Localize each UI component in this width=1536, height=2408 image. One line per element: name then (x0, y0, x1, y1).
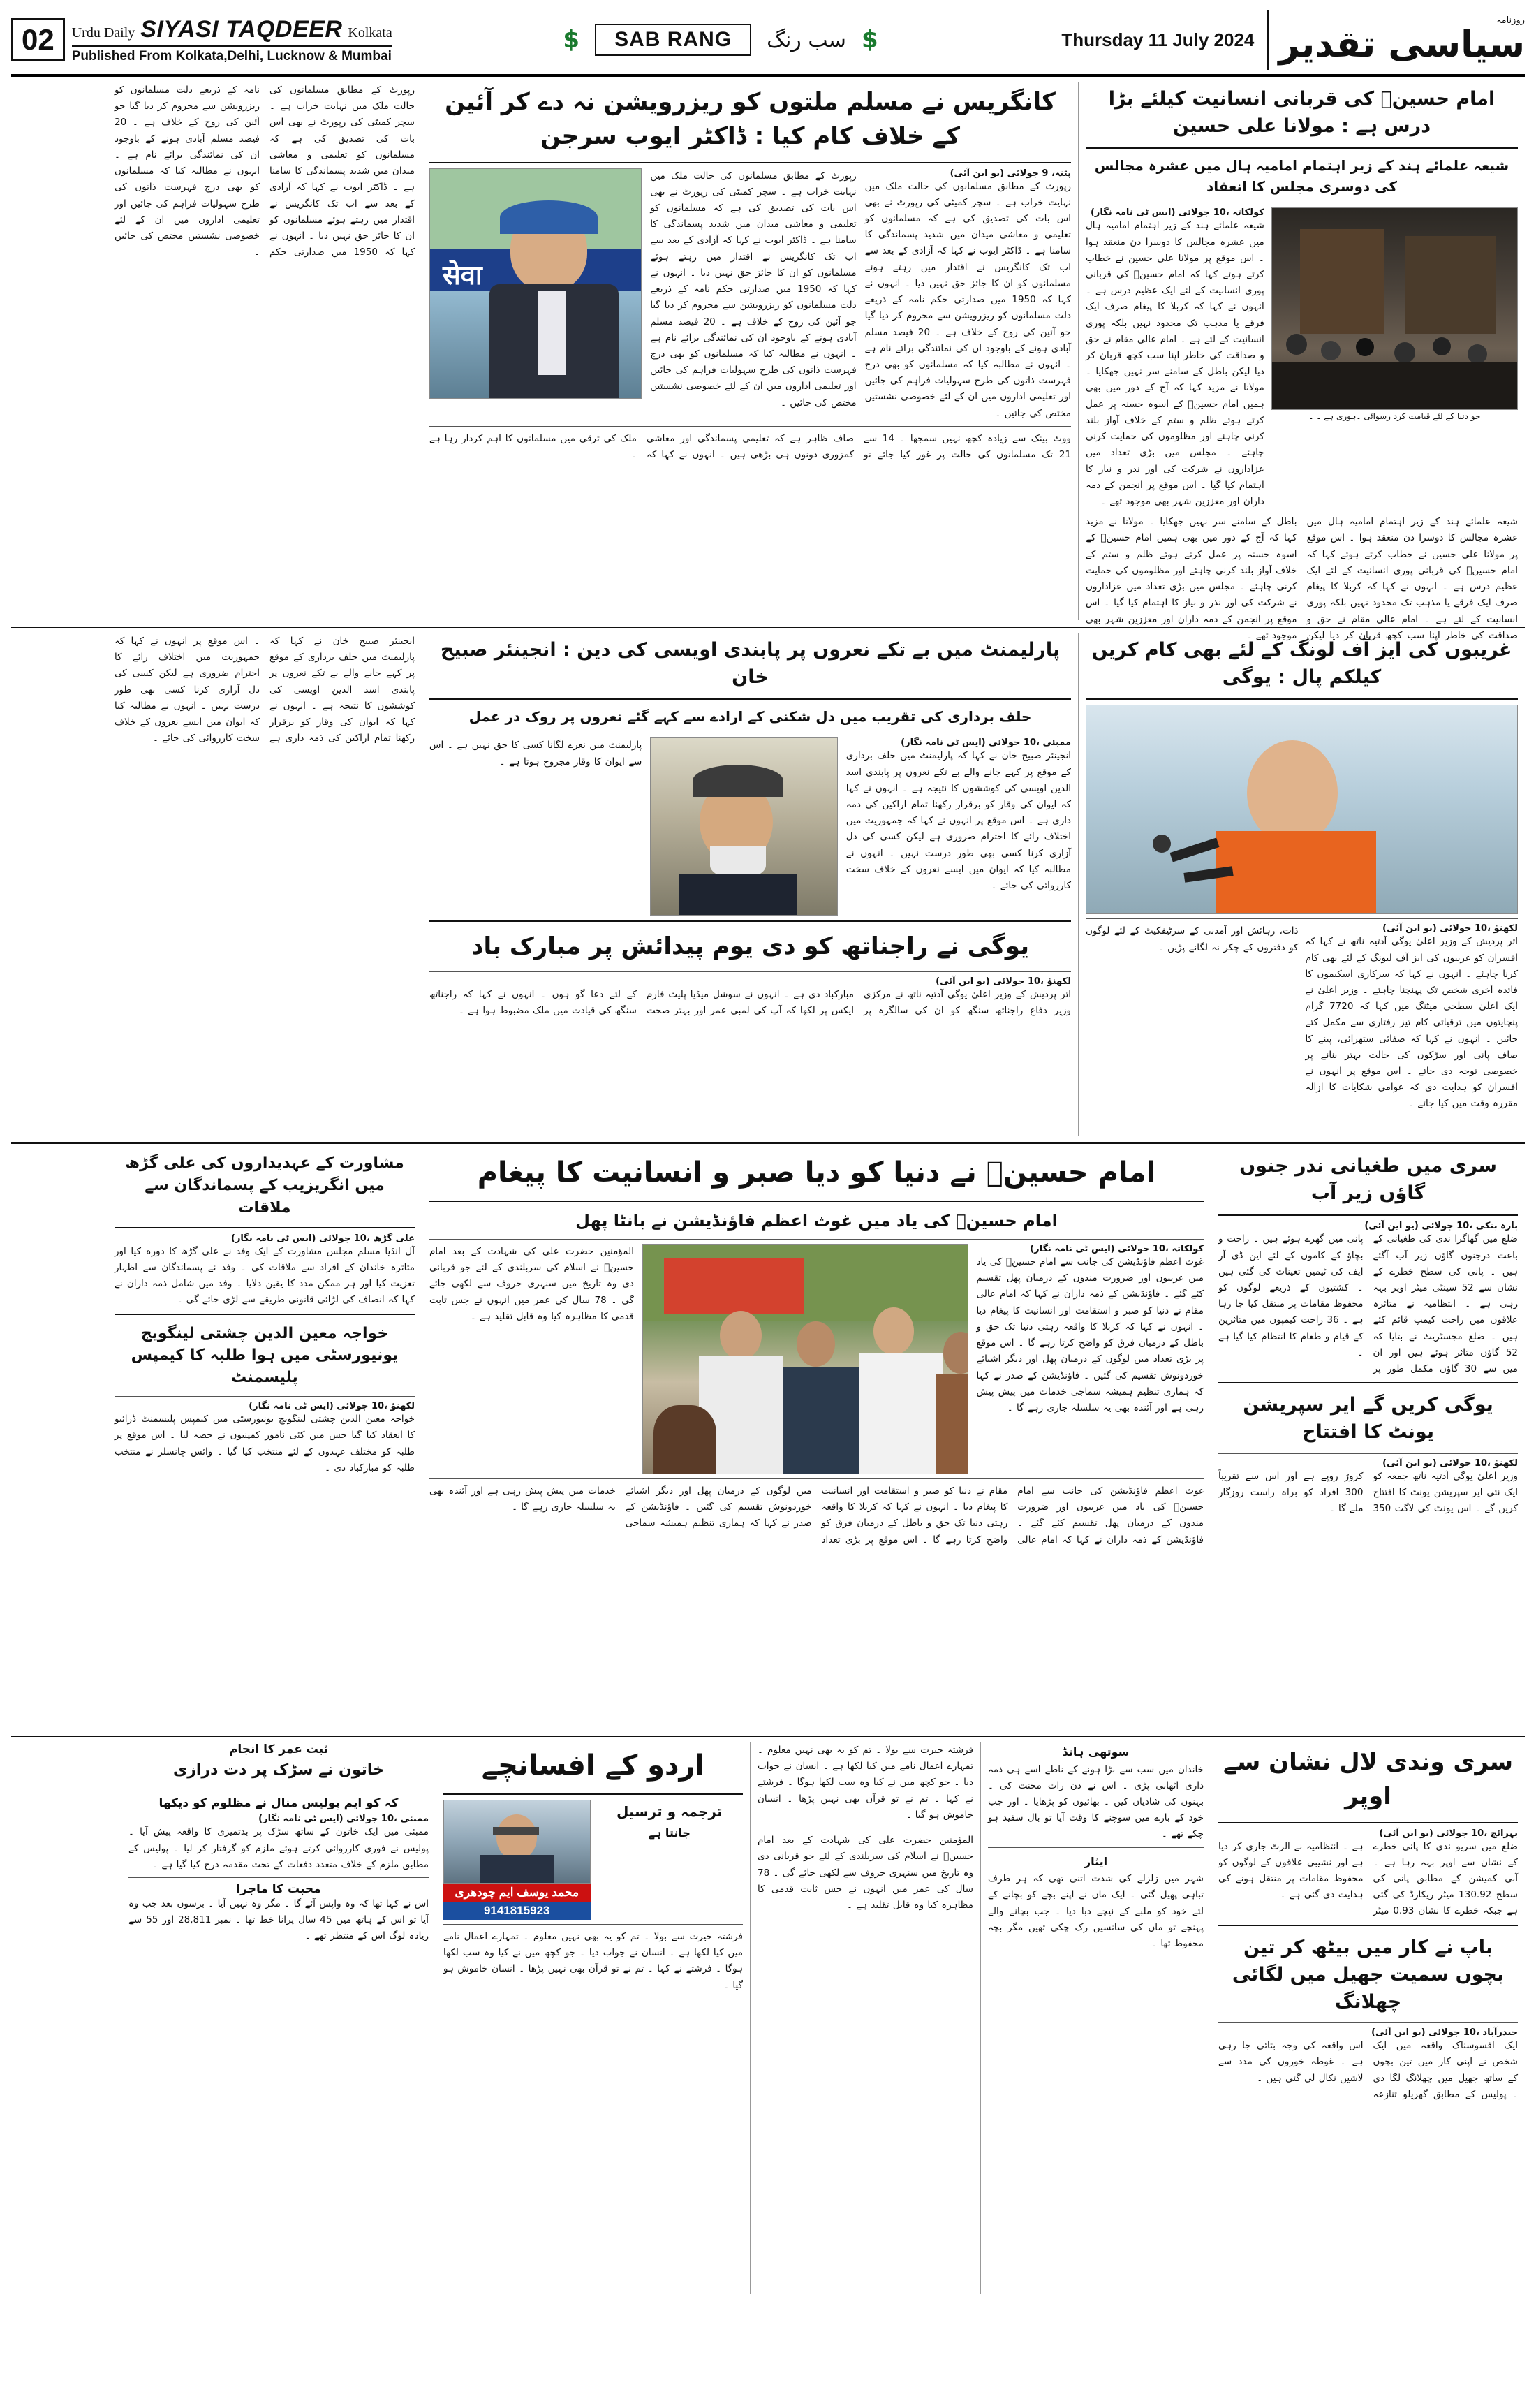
body-flood: ضلع میں گھاگرا ندی کی طغیانی کے باعث درجنوں گاؤں زیر آب آگئے ہیں ۔ پانی کی سطح خطرے کے نشان سے 52 سینٹی میٹر اوپر بہہ رہی ہے ۔ انتظامیہ نے متاثرہ علاقوں میں راحت کیمپ قائم کئے ہیں ۔ ضلع مجسٹریٹ نے بتایا کہ 52 گاؤں متاثر ہوئے ہیں اور ان میں سے 30 گاؤں مکمل طور پر پانی میں گھرے ہوئے ہیں ۔ راحت و بچاؤ کے کاموں کے لئے این ڈی آر ایف کی ٹیمیں تعینات کی گئی ہیں ۔ کشتیوں کے ذریعے لوگوں کو محفوظ مقامات پر منتقل کیا جا رہا ہے ۔ 36 راحت کیمپوں میں متاثرین کے قیام و طعام کا انتظام کیا گیا ہے ۔ (1218, 1233, 1518, 1375)
dollar-icon-2: $ (861, 26, 878, 54)
dateline-university-placement: لکھنؤ ،10 جولائی (ایس ٹی نامہ نگار) (249, 1401, 415, 1412)
third-band (11, 1150, 1525, 1729)
dollar-icon: $ (563, 26, 580, 54)
body-imam-hussain-bottom: غوث اعظم فاؤنڈیشن کی جانب سے امام حسینؓ کی یاد میں غریبوں اور ضرورت مندوں کے درمیان پھل تقسیم کئے گئے ۔ فاؤنڈیشن کے ذمہ داران نے کہا کہ امام عالی مقام نے دنیا کو صبر و استقامت اور انسانیت کا پیغام دیا ۔ انہوں نے کہا کہ کربلا کا واقعہ رہتی دنیا تک حق و باطل کے درمیان فرق کو واضح کرتا رہے گا ۔ اس موقع پر بڑی تعداد میں لوگوں کے درمیان پھل اور دیگر اشیائے خوردونوش تقسیم کی گئیں ۔ فاؤنڈیشن کے صدر نے کہا کہ ہماری تنظیم ہمیشہ سماجی خدمات میں پیش پیش رہی ہے اور آئندہ بھی یہ سلسلہ جاری رہے گا ۔ (429, 1485, 1204, 1546)
headline-mushawarat: مشاورت کے عہدیداروں کی علی گڑھ میں انگریزیب کے پسماندگان سے ملاقات (125, 1154, 404, 1217)
headline-yogi-living: غریبوں کی ایز آف لونگ کے لئے بھی کام کریں کیلکم پال : یوگی (1091, 639, 1512, 689)
body-yogi-living-2: ذات، رہائش اور آمدنی کے سرٹیفکیٹ کے لئے لوگوں کو دفتروں کے چکر نہ لگانے پڑیں ۔ (1086, 925, 1299, 953)
body-congress-sidebar: رپورٹ کے مطابق مسلمانوں کی حالت ملک میں نہایت خراب ہے ۔ سچر کمیٹی کی رپورٹ نے بھی اس بات کی تصدیق کی ہے کہ مسلمانوں کو تعلیمی و معاشی میدان میں شدید پسماندگی کا سامنا ہے ۔ ڈاکٹر ایوب نے کہا کہ آزادی کے بعد سے اب تک کانگریس نے اقتدار میں رہتے ہوئے مسلمانوں کو ان کا جائز حق نہیں دیا ۔ انہوں نے کہا کہ 1950 میں صدارتی حکم نامہ کے ذریعے دلت مسلمانوں کو ریزرویشن سے محروم کر دیا گیا جو آئین کی روح کے خلاف ہے ۔ 20 فیصد مسلم آبادی ہونے کے باوجود ان کی نمائندگی برائے نام ہے ۔ انہوں نے مطالبہ کیا کہ مسلمانوں کو بھی درج فہرست ذاتوں کی طرح سہولیات فراہم کی جائیں اور تعلیمی اداروں میں ان کے لئے خصوصی نشستیں مختص کی جائیں ۔ (115, 85, 415, 258)
dateline-saryu: بہرائچ ،10 جولائی (یو این آئی) (1379, 1828, 1518, 1839)
afsanche-item-3-text: خاندان میں سب سے بڑا ہونے کے ناطے اسے ہی ذمہ داری اٹھانی پڑی ۔ اس نے دن رات محنت کی ۔ بہنوں کی شادیاں کیں ۔ بھائیوں کو پڑھایا ۔ اور جب خود کے بارے میں سوچنے کا وقت آیا تو بال سفید ہو چکے تھے ۔ (988, 1763, 1204, 1840)
article-khatoon (121, 1742, 436, 2294)
headline-majlis: امام حسینؓ کی قربانی انسانیت کیلئے بڑا درس ہے : مولانا علی حسین (1108, 88, 1496, 138)
logo-kicker: روزنامہ (1496, 15, 1525, 27)
body-afsanche-intro: فرشتہ حیرت سے بولا ۔ تم کو یہ بھی نہیں معلوم ۔ تمہارے اعمال نامے میں کیا لکھا ہے ۔ انسان نے جواب دیا ۔ جو کچھ میں نے کیا وہ سب لکھا ہوگا ۔ فرشتے نے کہا ۔ تم نے تو قرآن بھی نہیں پڑھا ۔ انسان خاموش ہو گیا ۔ (443, 1931, 743, 1991)
second-band (11, 633, 1525, 1136)
headline-university-placement: خواجہ معین الدین چشتی لینگویج یونیورسٹی میں ہوا طلبہ کا کیمپس پلیسمنٹ (131, 1324, 399, 1387)
khatoon-sub2: محبت کا ماجرا (236, 1882, 321, 1897)
body-lake-tragedy: ایک افسوسناک واقعہ میں ایک شخص نے اپنی کار میں تین بچوں کے ساتھ جھیل میں چھلانگ لگا دی ۔ پولیس کے مطابق گھریلو تنازعہ اس واقعہ کی وجہ بتائی جا رہی ہے ۔ غوطہ خوروں کی مدد سے لاشیں نکال لی گئی ہیں ۔ (1218, 2040, 1518, 2100)
body-mushawarat: آل انڈیا مسلم مجلس مشاورت کے ایک وفد نے علی گڑھ کا دورہ کیا اور متاثرہ خاندان کے افراد سے ملاقات کی ۔ وفد نے پسماندگان سے اظہار تعزیت کیا اور ہر ممکن مدد کا یقین دلایا ۔ وفد میں شامل ذمہ داران نے کہا کہ انصاف کی لڑائی قانونی طریقے سے لڑی جائے گی ۔ (115, 1245, 415, 1306)
masthead-logo (1267, 10, 1525, 70)
dateline-majlis: کولکاتہ ،10 جولائی (ایس ٹی نامہ نگار) (1090, 207, 1264, 219)
dateline-mushawarat: علی گڑھ ،10 جولائی (ایس ٹی نامہ نگار) (231, 1233, 415, 1244)
headline-khatoon: خاتون نے سڑک پر دت درازی (173, 1761, 384, 1779)
subhead-khatoon: کہ کو ایم پولیس منال نے مظلوم کو دیکھا (158, 1796, 399, 1810)
khatoon-kicker: ثبت عمر کا انجام (228, 1742, 329, 1756)
dateline-flood: بارہ بنکی ،10 جولائی (یو این آئی) (1364, 1221, 1518, 1232)
body-congress-col1: رپورٹ کے مطابق مسلمانوں کی حالت ملک میں نہایت خراب ہے ۔ سچر کمیٹی کی رپورٹ نے بھی اس بات کی تصدیق کی ہے کہ مسلمانوں کو تعلیمی و معاشی میدان میں شدید پسماندگی کا سامنا ہے ۔ ڈاکٹر ایوب نے کہا کہ آزادی کے بعد سے اب تک کانگریس نے اقتدار میں رہتے ہوئے مسلمانوں کو ان کا جائز حق نہیں دیا ۔ انہوں نے کہا کہ 1950 میں صدارتی حکم نامہ کے ذریعے دلت مسلمانوں کو ریزرویشن سے محروم کر دیا گیا جو آئین کی روح کے خلاف ہے ۔ 20 فیصد مسلم آبادی ہونے کے باوجود ان کی نمائندگی برائے نام ہے ۔ انہوں نے مطالبہ کیا کہ مسلمانوں کو بھی درج فہرست ذاتوں کی طرح سہولیات فراہم کی جائیں اور تعلیمی اداروں میں ان کے لئے خصوصی نشستیں مختص کی جائیں ۔ (864, 180, 1071, 419)
body-imam-hussain-2: المؤمنین حضرت علی کی شہادت کے بعد امام حسینؓ نے اسلام کی سربلندی کے لئے جو قربانی دی وہ تاریخ میں سنہری حروف سے لکھی جائے گی ۔ 78 سال کی عمر میں انہوں نے جس ثابت قدمی کا مظاہرہ کیا وہ قابل تقلید ہے ۔ (429, 1246, 634, 1322)
article-saryu-river (1211, 1742, 1525, 2294)
doctor-ayub-surgeon-photo: सेवा (429, 168, 642, 399)
issue-date: Thursday 11 July 2024 (1061, 29, 1255, 50)
article-urdu-afsanche (436, 1742, 750, 2294)
author-name-badge: محمد یوسف ایم چودھری (443, 1884, 591, 1902)
majlis-gathering-photo (1271, 207, 1518, 410)
body-congress-bottom: ووٹ بینک سے زیادہ کچھ نہیں سمجھا ۔ 14 سے 21 تک مسلمانوں کی حالت پر غور کیا جائے تو صاف ظاہر ہے کہ تعلیمی پسماندگی اور معاشی کمزوری دونوں ہی بڑھی ہیں ۔ انہوں نے کہا کہ ملک کی ترقی میں مسلمانوں کا اہم کردار رہا ہے ۔ (429, 432, 1071, 461)
masthead-city: Kolkata (348, 24, 392, 41)
afsanche-item-3-title: سوتھی ہانڈ (1062, 1745, 1130, 1759)
author-portrait-photo (443, 1800, 591, 1884)
subhead-imam-hussain: امام حسینؓ کی یاد میں غوث اعظم فاؤنڈیشن نے بانٹا پھل (575, 1211, 1058, 1231)
headline-parliament: پارلیمنٹ میں بے تکے نعروں پر پابندی اویسی کی دین : انجینئر صبیح خان (440, 639, 1061, 689)
page-number: 02 (11, 18, 65, 61)
body-congress-col2: رپورٹ کے مطابق مسلمانوں کی حالت ملک میں نہایت خراب ہے ۔ سچر کمیٹی کی رپورٹ نے بھی اس بات کی تصدیق کی ہے کہ مسلمانوں کو تعلیمی و معاشی میدان میں شدید پسماندگی کا سامنا ہے ۔ ڈاکٹر ایوب نے کہا کہ آزادی کے بعد سے اب تک کانگریس نے اقتدار میں رہتے ہوئے مسلمانوں کو ان کا جائز حق نہیں دیا ۔ انہوں نے کہا کہ 1950 میں صدارتی حکم نامہ کے ذریعے دلت مسلمانوں کو ریزرویشن سے محروم کر دیا گیا جو آئین کی روح کے خلاف ہے ۔ 20 فیصد مسلم آبادی ہونے کے باوجود ان کی نمائندگی برائے نام ہے ۔ انہوں نے مطالبہ کیا کہ مسلمانوں کو بھی درج فہرست ذاتوں کی طرح سہولیات فراہم کی جائیں اور تعلیمی اداروں میں ان کے لئے خصوصی نشستیں مختص کی جائیں ۔ (650, 170, 857, 409)
article-mushawarat (108, 1150, 422, 1729)
article-flood-villages (1211, 1150, 1525, 1729)
dateline-yogi-living: لکھنؤ ،10 جولائی (یو این آئی) (1382, 923, 1518, 934)
body-imam-hussain-1: غوث اعظم فاؤنڈیشن کی جانب سے امام حسینؓ کی یاد میں غریبوں اور ضرورت مندوں کے درمیان پھل تقسیم کئے گئے ۔ فاؤنڈیشن کے ذمہ داران نے کہا کہ امام عالی مقام نے دنیا کو صبر و استقامت اور انسانیت کا پیغام دیا ۔ انہوں نے کہا کہ کربلا کا واقعہ رہتی دنیا تک حق و باطل کے درمیان فرق کو واضح کرتا رہے گا ۔ اس موقع پر بڑی تعداد میں لوگوں کے درمیان پھل اور دیگر اشیائے خوردونوش تقسیم کی گئیں ۔ فاؤنڈیشن کے صدر نے کہا کہ ہماری تنظیم ہمیشہ سماجی خدمات میں پیش پیش رہی ہے اور آئندہ بھی یہ سلسلہ جاری رہے گا ۔ (976, 1256, 1204, 1414)
dateline-khatoon: ممبئی ،10 جولائی (ایس ٹی نامہ نگار) (258, 1814, 429, 1825)
body-majlis-cont: شیعہ علمائے ہند کے زیر اہتمام امامیہ ہال میں عشرہ مجالس کا دوسرا دن منعقد ہوا ۔ اس موقع پر مولانا علی حسین نے خطاب کرتے ہوئے کہا کہ امام حسینؓ کی قربانی پوری انسانیت کے لئے ایک عظیم درس ہے ۔ انہوں نے کہا کہ کربلا کا پیغام صرف ایک فرقے یا مذہب تک محدود نہیں بلکہ پوری انسانیت کے لئے ہے ۔ امام عالی مقام نے حق و صداقت کی خاطر اپنا سب کچھ قربان کر دیا لیکن باطل کے سامنے سر نہیں جھکایا ۔ مولانا نے مزید کہا کہ آج کے دور میں بھی ہمیں امام حسینؓ کے اسوہ حسنہ پر عمل کرتے ہوئے ظلم و ستم کے خلاف آواز بلند کرنی چاہئے اور مظلوموں کی حمایت کرنی چاہئے ۔ مجلس میں بڑی تعداد میں عزاداروں نے شرکت کی اور نذر و نیاز کا اہتمام کیا گیا ۔ اس موقع پر انجمن کے ذمہ داران اور معززین شہر بھی موجود تھے ۔ (1086, 516, 1518, 641)
masthead-center (392, 10, 1049, 70)
author-phone-badge: 9141815923 (443, 1902, 591, 1920)
top-band (11, 82, 1525, 641)
headline-flood: سری میں طغیانی ندر جنوں گاؤں زیر آب (1239, 1155, 1497, 1205)
dateline-yogi-birthday: لکھنؤ ،10 جولائی (یو این آئی) (936, 976, 1071, 987)
yogi-adityanath-photo (1086, 705, 1518, 914)
body-parliament-1: انجینئر صبیح خان نے کہا کہ پارلیمنٹ میں حلف برداری کے موقع پر کہے جانے والے بے تکے نعروں پر پابندی اسد الدین اویسی کی کوششوں کا نتیجہ ہے ۔ انہوں نے کہا کہ ایوان کی وقار کو برقرار رکھنا تمام اراکین کی ذمہ داری ہے ۔ اس موقع پر انہوں نے کہا کہ جمہوریت میں اختلاف رائے کا احترام ضروری ہے لیکن کسی کی دل آزاری کرنا کسی بھی طور درست نہیں ۔ انہوں نے مطالبہ کیا کہ ایوان میں ایسے نعروں کے خلاف سخت کارروائی کی جائے ۔ (845, 750, 1071, 892)
headline-yogi-birthday: یوگی نے راجناتھ کو دی یوم پیدائش پر مبارک باد (471, 932, 1029, 961)
article-parliament-sidebar (108, 633, 422, 1136)
urdu-daily-label: Urdu Daily (71, 24, 135, 41)
dateline-congress: پٹنہ، 9 جولائی (یو این آئی) (950, 168, 1071, 179)
subhead-parliament: حلف برداری کی تقریب میں دل شکنی کے ارادے سے کہے گئے نعروں پر روک در عمل (468, 708, 1032, 726)
body-parliament-2: پارلیمنٹ میں نعرے لگانا کسی کا حق نہیں ہے ۔ اس سے ایوان کا وقار مجروح ہوتا ہے ۔ (429, 740, 642, 768)
subhead-majlis: شیعہ علمائے ہند کے زیر اہتمام امامیہ ہال میں عشرہ مجالس کی دوسری مجلس کا انعقاد (1094, 157, 1509, 196)
dateline-yogi-unit: لکھنؤ ،10 جولائی (یو این آئی) (1382, 1458, 1518, 1469)
headline-saryu: سری وندی لال نشان سے اوپر (1223, 1748, 1514, 1811)
article-parliament-slogans (422, 633, 1078, 1136)
afsanche-extra-text: المؤمنین حضرت علی کی شہادت کے بعد امام حسینؓ نے اسلام کی سربلندی کے لئے جو قربانی دی وہ تاریخ میں سنہری حروف سے لکھی جائے گی ۔ 78 سال کی عمر میں انہوں نے جس ثابت قدمی کا مظاہرہ کیا وہ قابل تقلید ہے ۔ (758, 1835, 973, 1911)
majlis-photo-caption: جو دنیا کے لئے قیامت کرد رسوائی ۔ہوری ہے ۔ ۔ (1308, 411, 1481, 422)
masthead (11, 10, 1525, 77)
engineer-sabih-khan-photo (650, 737, 838, 916)
body-university-placement: خواجہ معین الدین چشتی لینگویج یونیورسٹی میں کیمپس پلیسمنٹ ڈرائیو کا انعقاد کیا گیا جس میں کئی نامور کمپنیوں نے حصہ لیا ۔ اس موقع پر طلبہ کو مختلف عہدوں کے لئے منتخب کیا گیا ۔ وائس چانسلر نے منتخب طلبہ کو مبارکباد دی ۔ (115, 1414, 415, 1474)
body-yogi-birthday: اتر پردیش کے وزیر اعلیٰ یوگی آدتیہ ناتھ نے مرکزی وزیر دفاع راجناتھ سنگھ کو ان کی سالگرہ پر مبارکباد دی ہے ۔ انہوں نے سوشل میڈیا پلیٹ فارم ایکس پر لکھا کہ آپ کی لمبی عمر اور بہتر صحت کے لئے دعا گو ہوں ۔ انہوں نے کہا کہ راجناتھ سنگھ کی قیادت میں ملک مضبوط ہوا ہے ۔ (429, 988, 1071, 1016)
headline-imam-hussain: امام حسینؓ نے دنیا کو دیا صبر و انسانیت کا پیغام (477, 1157, 1156, 1189)
brand-name: SIYASI TAQDEER (140, 15, 343, 43)
afsanche-item-2-title: ایثار (1084, 1854, 1108, 1868)
afsanche-item-1-text: فرشتہ حیرت سے بولا ۔ تم کو یہ بھی نہیں معلوم ۔ تمہارے اعمال نامے میں کیا لکھا ہے ۔ انسان نے جواب دیا ۔ جو کچھ میں نے کیا وہ سب لکھا ہوگا ۔ فرشتے نے کہا ۔ تم نے تو قرآن بھی نہیں پڑھا ۔ انسان خاموش ہو گیا ۔ (758, 1745, 973, 1821)
body-parliament-sidebar: انجینئر صبیح خان نے کہا کہ پارلیمنٹ میں حلف برداری کے موقع پر کہے جانے والے بے تکے نعروں پر پابندی اسد الدین اویسی کی کوششوں کا نتیجہ ہے ۔ انہوں نے کہا کہ ایوان کی وقار کو برقرار رکھنا تمام اراکین کی ذمہ داری ہے ۔ اس موقع پر انہوں نے کہا کہ جمہوریت میں اختلاف رائے کا احترام ضروری ہے لیکن کسی کی دل آزاری کرنا کسی بھی طور درست نہیں ۔ انہوں نے مطالبہ کیا کہ ایوان میں ایسے نعروں کے خلاف سخت کارروائی کی جائے ۔ (115, 636, 415, 744)
article-congress-sidebar (108, 82, 422, 620)
sabrang-badge-en: SAB RANG (595, 24, 751, 56)
article-congress-reservation (422, 82, 1078, 620)
afsanche-item-2-text: شہر میں زلزلے کی شدت اتنی تھی کہ ہر طرف تباہی پھیل گئی ۔ ایک ماں نے اپنے بچے کو بچانے کے لئے خود کو ملبے کے نیچے دبا دیا ۔ جب بچانے والے پہنچے تو ماں کی سانسیں رک چکی تھیں مگر بچہ محفوظ تھا ۔ (988, 1873, 1204, 1949)
headline-yogi-unit: یوگی کریں گے ایر سپریشن یونٹ کا افتتاح (1243, 1394, 1493, 1444)
published-from: Published From Kolkata,Delhi, Lucknow & Mumbai (72, 45, 392, 64)
article-majlis (1078, 82, 1525, 641)
logo-urdu-title: سیاسی تقدیر (1278, 24, 1525, 66)
body-yogi-unit: وزیر اعلیٰ یوگی آدتیہ ناتھ جمعہ کو ایک نئی ایر سپریشن یونٹ کا افتتاح کریں گے ۔ اس یونٹ کی لاگت 350 کروڑ روپے ہے اور اس سے تقریباً 300 افراد کو براہ راست روزگار ملے گا ۔ (1218, 1470, 1518, 1514)
dateline-imam-hussain: کولکاتہ ،10 جولائی (ایس ٹی نامہ نگار) (1030, 1244, 1204, 1254)
article-yogi-ease-of-living (1078, 633, 1525, 1136)
masthead-left (72, 10, 392, 70)
afsanche-item-1-title: جانتا ہے (648, 1826, 691, 1840)
afsanche-author-line: ترجمہ و ترسیل (616, 1803, 723, 1820)
headline-congress: کانگریس نے مسلم ملتوں کو ریزرویشن نہ دے کر آئین کے خلاف کام کیا : ڈاکٹر ایوب سرجن (445, 88, 1056, 151)
dateline-parliament: ممبئی ،10 جولائی (ایس ٹی نامہ نگار) (901, 737, 1071, 749)
body-khatoon-2: اس نے کہا تھا کہ وہ واپس آئے گا ۔ مگر وہ نہیں آیا ۔ برسوں بعد جب وہ آیا تو اس کے ہاتھ میں 45 سال پرانا خط تھا ۔ نمبر 28,811 اور 55 سے زیادہ لوگ اس کے منتظر تھے ۔ (128, 1898, 429, 1942)
dateline-lake-tragedy: حیدرآباد ،10 جولائی (یو این آئی) (1371, 2027, 1518, 2039)
body-saryu: ضلع میں سریو ندی کا پانی خطرے کے نشان سے اوپر بہہ رہا ہے ۔ آبی کمیشن کے مطابق پانی کی سطح 130.92 میٹر ریکارڈ کی گئی ہے جبکہ خطرے کا نشان 0.93 میٹر ہے ۔ انتظامیہ نے الرٹ جاری کر دیا ہے اور نشیبی علاقوں کے لوگوں کو محفوظ مقامات پر منتقل ہونے کی ہدایت دی گئی ہے ۔ (1218, 1840, 1518, 1917)
bottom-band (11, 1742, 1525, 2294)
afsanche-col-2 (750, 1742, 980, 2294)
sabrang-badge-ur: سب رنگ (767, 27, 846, 52)
fruit-distribution-photo (642, 1244, 968, 1474)
headline-lake-tragedy: باپ نے کار میں بیٹھ کر تین بچوں سمیت جھیل میں لگائی چھلانگ (1232, 1936, 1505, 2013)
afsanche-col-3 (980, 1742, 1211, 2294)
body-majlis-lead: شیعہ علمائے ہند کے زیر اہتمام امامیہ ہال میں عشرہ مجالس کا دوسرا دن منعقد ہوا ۔ اس موقع پر مولانا علی حسین نے خطاب کرتے ہوئے کہا کہ امام حسینؓ کی قربانی پوری انسانیت کے لئے ایک عظیم درس ہے ۔ انہوں نے کہا کہ کربلا کا پیغام صرف ایک فرقے یا مذہب تک محدود نہیں بلکہ پوری انسانیت کے لئے ہے ۔ امام عالی مقام نے حق و صداقت کی خاطر اپنا سب کچھ قربان کر دیا لیکن باطل کے سامنے سر نہیں جھکایا ۔ مولانا نے مزید کہا کہ آج کے دور میں بھی ہمیں امام حسینؓ کے اسوہ حسنہ پر عمل کرتے ہوئے ظلم و ستم کے خلاف آواز بلند کرنی چاہئے اور مظلوموں کی حمایت کرنی چاہئے ۔ مجلس میں بڑی تعداد میں عزاداروں نے شرکت کی اور نذر و نیاز کا اہتمام کیا گیا ۔ اس موقع پر انجمن کے ذمہ داران اور معززین شہر بھی موجود تھے ۔ (1086, 220, 1264, 507)
body-khatoon: ممبئی میں ایک خاتون کے ساتھ سڑک پر بدتمیزی کا واقعہ پیش آیا ۔ پولیس نے فوری کارروائی کرتے ہوئے ملزم کو گرفتار کر لیا ۔ پولیس کے مطابق ملزم کے خلاف متعدد دفعات کے تحت مقدمہ درج کیا گیا ہے ۔ (128, 1826, 429, 1870)
body-yogi-living-1: اتر پردیش کے وزیر اعلیٰ یوگی آدتیہ ناتھ نے کہا کہ افسران کو غریبوں کی ایز آف لیونگ کے لئے بھی کام کرنا چاہئے ۔ انہوں نے کہا کہ سرکاری اسکیموں کا فائدہ آخری شخص تک پہنچنا چاہئے ۔ وزیر اعلیٰ نے ایک اعلیٰ سطحی میٹنگ میں کہا کہ 7720 گرام پنچایتوں میں ترقیاتی کام تیز رفتاری سے مکمل کئے جائیں ۔ انہوں نے کہا کہ صفائی ستھرائی، پینے کا صاف پانی اور سڑکوں کی حالت بہتر بنانے پر خصوصی توجہ دی جائے ۔ اس موقع پر انہوں نے افسران کو ہدایت دی کہ عوامی شکایات کا ازالہ مقررہ وقت میں کیا جائے ۔ (1305, 936, 1518, 1110)
article-imam-hussain-message (422, 1150, 1211, 1729)
headline-afsanche: اردو کے افسانچے (481, 1749, 705, 1782)
